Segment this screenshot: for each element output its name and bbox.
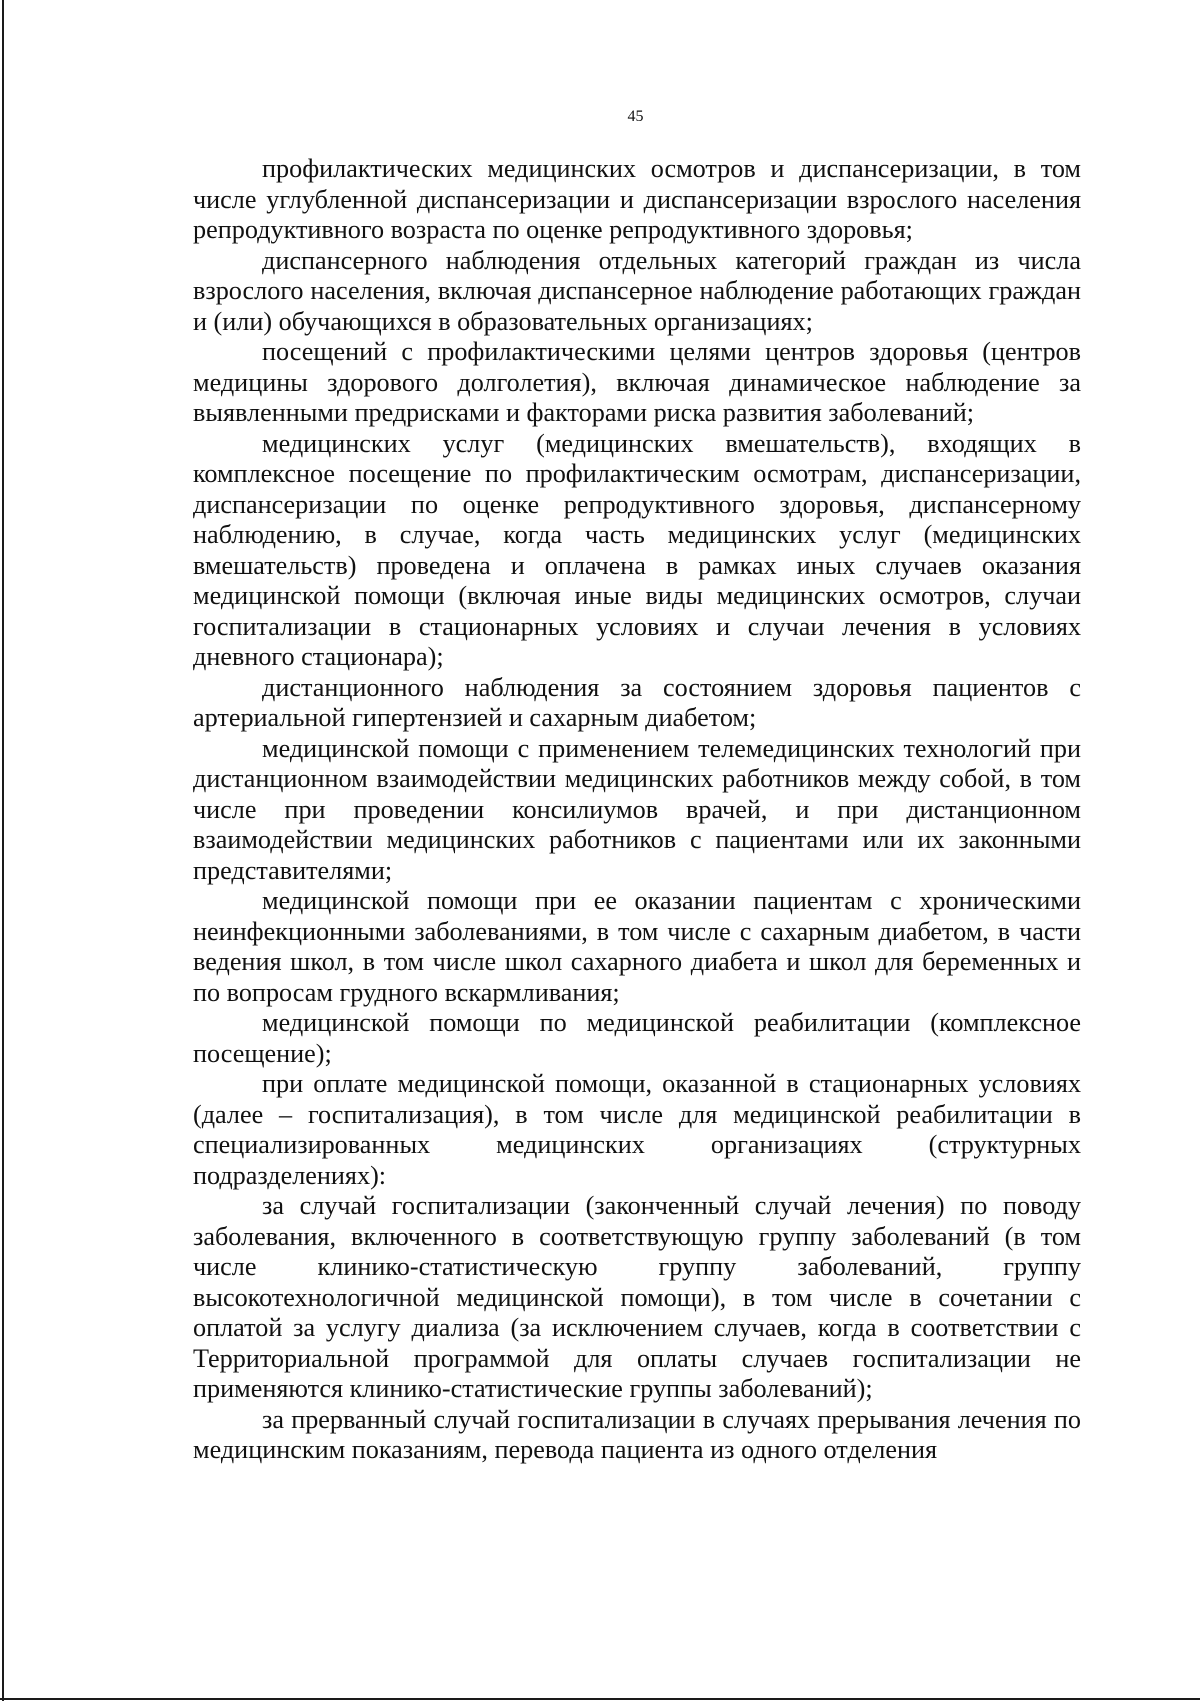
paragraph-3: посещений с профилактическими целями центров здоровья (центров медицины здорового долголетия), включая динамическое наблюдение за выявленными предрисками и факторами риска развития заболеваний; xyxy=(193,337,1081,427)
paragraph-5: дистанционного наблюдения за состоянием здоровья пациентов с артериальной гипертензией и сахарным диабетом; xyxy=(193,672,1081,732)
paragraph-9: при оплате медицинской помощи, оказанной в стационарных условиях (далее – госпитализация), в том числе для медицинской реабилитации в специализированных медицинских организациях (структурных подразделениях): xyxy=(193,1069,1081,1190)
paragraph-1: профилактических медицинских осмотров и диспансеризации, в том числе углубленной диспансеризации и диспансеризации взрослого населения репродуктивного возраста по оценке репродуктивного здоровья; xyxy=(193,154,1081,244)
paragraph-8: медицинской помощи по медицинской реабилитации (комплексное посещение); xyxy=(193,1008,1081,1068)
paragraph-6: медицинской помощи с применением телемедицинских технологий при дистанционном взаимодействии медицинских работников между собой, в том числе при проведении консилиумов врачей, и при дистанционном взаимодействии медицинских работников с пациентами или их законными представителями; xyxy=(193,733,1081,885)
page-number: 45 xyxy=(627,108,644,125)
paragraph-2: диспансерного наблюдения отдельных категорий граждан из числа взрослого населения, включая диспансерное наблюдение работающих граждан и (или) обучающихся в образовательных организациях; xyxy=(193,245,1081,336)
scan-edge-left xyxy=(2,0,4,1701)
paragraph-11: за прерванный случай госпитализации в случаях прерывания лечения по медицинским показаниям, перевода пациента из одного отделения xyxy=(193,1404,1081,1464)
scan-edge-bottom xyxy=(0,1698,1200,1700)
paragraph-10: за случай госпитализации (законченный случай лечения) по поводу заболевания, включенного в соответствующую группу заболеваний (в том числе клинико-статистическую группу заболеваний, группу высокотехнологичной медицинской помощи), в том числе в сочетании с оплатой за услугу диализа (за исключением случаев, когда в соответствии с Территориальной программой для оплаты случаев госпитализации не применяются клинико-статистические группы заболеваний); xyxy=(193,1191,1081,1403)
document-body xyxy=(193,154,1081,1466)
paragraph-7: медицинской помощи при ее оказании пациентам с хроническими неинфекционными заболеваниями, в том числе с сахарным диабетом, в части ведения школ, в том числе школ сахарного диабета и школ для беременных и по вопросам грудного вскармливания; xyxy=(193,886,1081,1007)
paragraph-4: медицинских услуг (медицинских вмешательств), входящих в комплексное посещение по профилактическим осмотрам, диспансеризации, диспансеризации по оценке репродуктивного здоровья, диспансерному наблюдению, в случае, когда часть медицинских услуг (медицинских вмешательств) проведена и оплачена в рамках иных случаев оказания медицинской помощи (включая иные виды медицинских осмотров, случаи госпитализации в стационарных условиях и случаи лечения в условиях дневного стационара); xyxy=(193,428,1081,671)
